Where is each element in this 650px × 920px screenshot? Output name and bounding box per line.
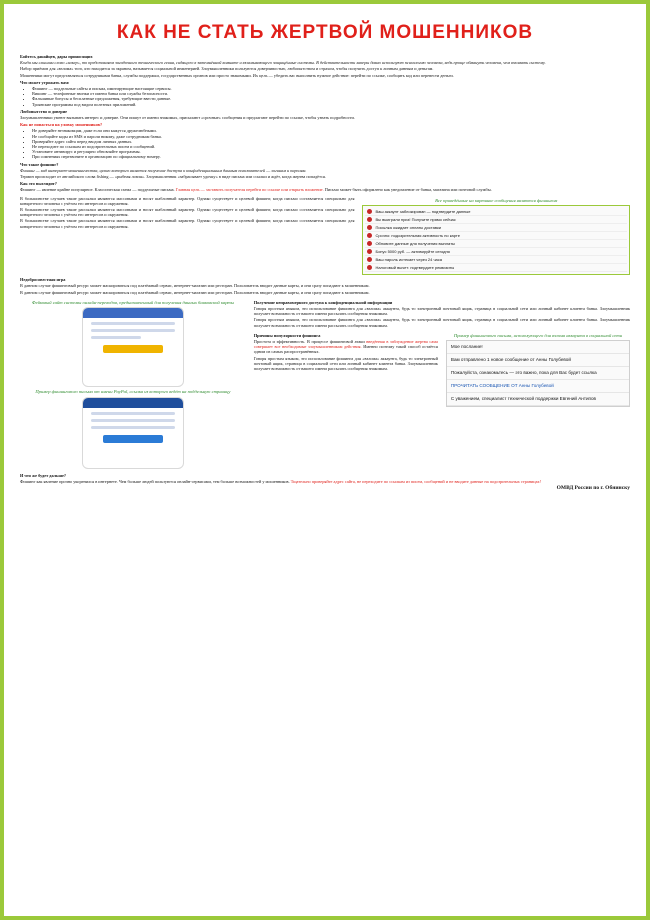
- unfair-text: В данном случае фишинговый ресурс может маскироваться под платёжный сервис, интернет-магазин или ресторан. Пользователь вводит данные карты, и они сразу попадают к мошенникам.: [20, 289, 370, 295]
- how-heading: Как это выглядит?: [20, 181, 57, 187]
- threats-heading: Что может угрожать вам:: [20, 79, 70, 85]
- highlight-text: введённая в заблуждение жертва сама совершает все необходимые злоумышленникам действия.: [253, 339, 438, 350]
- page-title: КАК НЕ СТАТЬ ЖЕРТВОЙ МОШЕННИКОВ: [116, 22, 534, 43]
- message-line: Мое послание!: [447, 341, 629, 354]
- message-mockup: [446, 340, 630, 407]
- footer-signature: ОМВД России по г. Обнинску: [556, 485, 630, 492]
- warning-icon: [367, 241, 372, 246]
- warning-icon: [367, 249, 372, 254]
- long-paragraph: В большинстве случаев такие рассылки являются массовыми и носят шаблонный характер. Однако существует и целевой фишинг, когда письмо составляется специально для конкретного человека с учётом его интересов и окружения.: [20, 207, 355, 218]
- list-item: • Вишинг — телефонные звонки от имени банка или службы безопасности.: [32, 91, 630, 96]
- reasons-text: Простота и эффективность. В процессе фишинговой атаки введённая в заблуждение жертва сама совершает все необходимые злоумышленникам действия. Именно поэтому такой способ остаётся одним из самых распространённых.: [253, 339, 438, 355]
- spam-inbox: [362, 205, 630, 275]
- how-text: Фишинг — явление крайне популярное. Классическая схема — поддельные письма. Главная цель — заставить получателя перейти по ссылке или открыть вложение. Письмо может быть оформлено как уведомление от банка, магазина или почтовой службы.: [20, 187, 492, 193]
- list-item: • Фальшивые бонусы и бесплатные предложения, требующие ввести данные.: [32, 96, 630, 101]
- reasons-heading: Причины популярности фишинга: [253, 332, 321, 338]
- figure-caption: Пример фишингового письма от имени PayPal, ссылка из которого ведёт на поддельную страницу: [35, 389, 231, 395]
- threat-list: [20, 86, 630, 107]
- body-paragraph: Набор приёмов для «взлома» того, кто находится за экраном, называется социальной инженерией. Злоумышленники пользуются доверчивостью, любопытством и страхом, чтобы получить доступ к личным данным и деньгам.: [20, 66, 434, 72]
- message-figure: [446, 331, 630, 408]
- message-line: С уважением, специалист технической поддержки Евгений Антипов: [447, 393, 629, 406]
- figure-caption: Пример фишингового письма, использующего для взлома аккаунта в социальной сети: [453, 332, 622, 338]
- spam-row: Ваш пароль истекает через 24 часа: [365, 256, 627, 264]
- spam-row: Обновите данные для получения выплаты: [365, 240, 627, 248]
- fake-email-image: [82, 397, 184, 469]
- long-paragraph: В большинстве случаев такие рассылки являются массовыми и носят шаблонный характер. Однако существует и целевой фишинг, когда письмо составляется специально для конкретного человека с учётом его интересов и окружения.: [20, 218, 355, 229]
- spam-row: Бонус 5000 руб. — активируйте сегодня: [365, 248, 627, 256]
- list-item: • Фишинг — поддельные сайты и письма, имитирующие настоящие сервисы.: [32, 86, 630, 91]
- warning-icon: [367, 233, 372, 238]
- message-line: Вам отправлено 1 новое сообщение от Анны Голубевой: [447, 354, 629, 367]
- figure-caption: Все приведённые на картинке сообщения являются фишингом: [435, 197, 558, 203]
- list-item: • При сомнениях перезвоните в организацию по официальному номеру.: [32, 154, 630, 159]
- right-heading: Получение неправомерного доступа к конфиденциальной информации: [253, 299, 393, 305]
- list-item: • Троянские программы под видом полезных приложений.: [32, 102, 630, 107]
- warning-icon: [367, 265, 372, 270]
- checklist: [20, 128, 630, 159]
- fishing-heading: Что такое фишинг?: [20, 161, 59, 167]
- spam-row: Посылка ожидает оплаты доставки: [365, 224, 627, 232]
- right-text: Говоря простым языком, это использование фишинга для «взлома» аккаунта, будь то электронный почтовый ящик, страница в социальной сети или личный кабинет клиента банка. Злоумышленник получает возможность от вашего имени рассылать сообщения знакомым.: [253, 305, 630, 317]
- checklist-heading: Как не попасться на уловку мошенников?: [20, 122, 103, 128]
- highlight-text: Тщательно проверяйте адрес сайта, не переходите по ссылкам из писем, сообщений и не вводите данные на подозрительных страницах!: [290, 478, 542, 484]
- section-heading: Любопытство и доверие: [20, 108, 68, 114]
- spam-row: Срочно: подозрительная активность по карте: [365, 232, 627, 240]
- fake-site-image: [82, 307, 184, 387]
- figure-caption: Фейковый сайт системы онлайн-переводов, предназначенный для получения данных банковской карты: [31, 299, 234, 305]
- spam-figure: [362, 196, 630, 276]
- fishing-definition: Фишинг — вид интернет-мошенничества, целью которого является получение доступа к конфиденциальным данным пользователей — логинам и паролям.: [20, 167, 307, 173]
- read-message-link[interactable]: ПРОЧИТАТЬ СООБЩЕНИЕ ОТ Анны Голубевой: [447, 380, 629, 393]
- unfair-heading: Недобросовестная игра: [20, 277, 66, 283]
- section-text: Злоумышленники умеют вызывать интерес и доверие. Они пишут от имени знакомых, присылают «срочные» сообщения и предлагают перейти по ссылке, чтобы узнать подробности.: [20, 115, 355, 121]
- list-item: • Не доверяйте незнакомцам, даже если они кажутся дружелюбными.: [32, 128, 630, 133]
- right-text: Говоря простым языком, это использование фишинга для «взлома» аккаунта, будь то электронный почтовый ящик, страница в социальной сети или личный кабинет клиента банка. Злоумышленник получает возможность от вашего имени рассылать сообщения знакомым.: [253, 317, 630, 328]
- unfair-text: В данном случае фишинговый ресурс может маскироваться под платёжный сервис, интернет-магазин или ресторан. Пользователь вводит данные карты, и они сразу попадают к мошенникам.: [20, 283, 370, 289]
- spam-row: Ваш аккаунт заблокирован — подтвердите данные: [365, 208, 627, 216]
- warning-icon: [367, 217, 372, 222]
- final-heading: И что же будет дальше?: [20, 472, 67, 478]
- intro-heading: Бойтесь данайцев, дары приносящих: [20, 54, 93, 59]
- list-item: • Проверяйте адрес сайта перед вводом личных данных.: [32, 139, 630, 144]
- fishing-text: Термин происходит от английского слова fishing — «рыбная ловля». Злоумышленник «забрасывает удочку» в виде письма или ссылки и ждёт, когда жертва попадётся.: [20, 174, 326, 180]
- list-item: • Не переходите по ссылкам из подозрительных писем и сообщений.: [32, 144, 630, 149]
- warning-icon: [367, 209, 372, 214]
- intro-text: Когда мы слышим слово «хакер», то представляем загадочного технического гения, сидящего в затемнённой комнате и взламывающего защищённые системы. В действительности хакеры давно используют психологию человека, ведь проще обмануть человека, чем взломать систему.: [20, 60, 546, 66]
- highlight-text: Главная цель — заставить получателя перейти по ссылке или открыть вложение.: [175, 187, 324, 193]
- list-item: • Установите антивирус и регулярно обновляйте программы.: [32, 149, 630, 154]
- body-paragraph: Мошенники могут представляться сотрудниками банка, службы поддержки, государственных органов или просто знакомыми. Их цель — убедить вас выполнить нужное действие: перейти по ссылке, сообщить код или перевести деньги.: [20, 72, 454, 78]
- long-paragraph: В большинстве случаев такие рассылки являются массовыми и носят шаблонный характер. Однако существует и целевой фишинг, когда письмо составляется специально для конкретного человека с учётом его интересов и окружения.: [20, 195, 355, 206]
- list-item: • Не сообщайте коды из SMS и пароли никому, даже сотрудникам банка.: [32, 134, 630, 139]
- left-figures: [20, 298, 246, 471]
- warning-icon: [367, 225, 372, 230]
- final-text: Фишинг как явление прочно укоренился в интернете. Чем больше людей пользуются онлайн-сервисами, тем больше возможностей у мошенников. Тщательно проверяйте адрес сайта, не переходите по ссылкам из писем, сообщений и не вводите данные на подозрительных страницах!: [20, 478, 542, 484]
- spam-row: Налоговый вычет: подтвердите реквизиты: [365, 264, 627, 272]
- warning-icon: [367, 257, 372, 262]
- message-line: Пожалуйста, ознакомьтесь — это важно, пока для Вас будет ссылка: [447, 367, 629, 380]
- spam-row: Вы выиграли приз! Получите прямо сейчас: [365, 216, 627, 224]
- right-text: Говоря простым языком, это использование фишинга для «взлома» аккаунта, будь то электронный почтовый ящик, страница в социальной сети или личный кабинет клиента банка. Злоумышленник получает возможность от вашего имени рассылать сообщения знакомым.: [253, 355, 438, 372]
